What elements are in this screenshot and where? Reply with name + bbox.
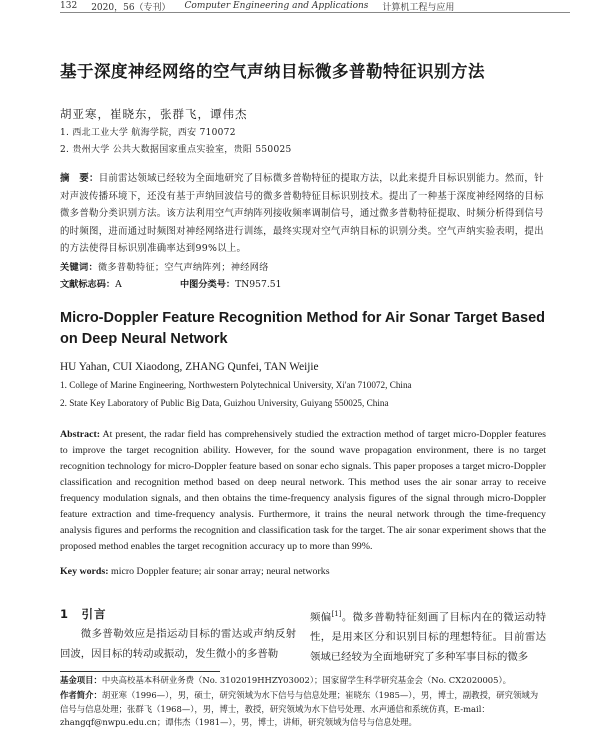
class-code: TN957.51 bbox=[235, 279, 282, 290]
paper-title-zh: 基于深度神经网络的空气声纳目标微多普勒特征识别方法 bbox=[60, 62, 485, 81]
abstract-zh bbox=[60, 170, 546, 258]
footnote-rule bbox=[60, 671, 220, 672]
abstract-zh-text: 目前雷达领域已经较为全面地研究了目标微多普勒特征的提取方法，以此来提升目标识别能力。然而，针对声波传播环境下，还没有基于声纳回波信号的微多普勒特征目标识别技术。提出了一种基于深度神经网络的目标微多普勒分类识别方法。该方法利用空气声纳阵列接收频率调制信号，通过微多普勒特征提取、时频分析得到信号的时频图，进而通过时频图对神经网络进行训练，最终实现对空气声纳目标的识别分类。空气声纳实验表明，提出的方法使得目标识别准确率达到99%以上。 bbox=[60, 173, 544, 255]
paper-title-en: Micro-Doppler Feature Recognition Method for Air Sonar Target Based on Deep Neural Network bbox=[60, 310, 545, 347]
running-header bbox=[60, 0, 570, 13]
author-bio-text: 胡亚寒（1996—），男，硕士，研究领域为水下信号与信息处理；崔晓东（1985—），男，博士，副教授，研究领域为信号与信息处理；张群飞（1968—），男，博士，教授，研究领域为水下信号处理、水声通信和系统仿真，E-mail：zhangqf@nwpu.edu.cn；谭伟杰（1981—），男，博士，讲师，研究领域为信号与信息处理。 bbox=[60, 690, 539, 727]
keywords-en-label: Key words: bbox=[60, 566, 109, 577]
page-number: 132 bbox=[60, 1, 78, 11]
author-list-zh: 胡亚寒，崔晓东，张群飞，谭伟杰 bbox=[60, 107, 248, 121]
keywords-zh-text: 微多普勒特征；空气声纳阵列；神经网络 bbox=[97, 262, 269, 273]
intro-text-post: 。微多普勒特征刻画了目标内在的微运动特性，是用来区分和识别目标的理想特征。目前雷达领域已经较为全面地研究了多种军事目标的微多 bbox=[310, 611, 546, 664]
section-heading: 1 引言 bbox=[60, 607, 107, 621]
affiliation-zh-2: 2. 贵州大学 公共大数据国家重点实验室，贵阳 550025 bbox=[60, 145, 292, 155]
keywords-zh-label: 关键词： bbox=[60, 262, 98, 273]
intro-paragraph-start: 微多普勒效应是指运动目标的雷达或声纳反射回波，因目标的转动或振动，发生微小的多普勒 bbox=[60, 628, 296, 660]
abstract-zh-label: 摘 要： bbox=[60, 173, 99, 184]
affiliation-en-1: 1. College of Marine Engineering, Northwestern Polytechnical University, Xi'an 710072, China bbox=[60, 380, 412, 390]
section-introduction bbox=[60, 604, 546, 667]
author-list-en: HU Yahan, CUI Xiaodong, ZHANG Qunfei, TAN Weijie bbox=[60, 361, 319, 373]
affiliation-en-2: 2. State Key Laboratory of Public Big Data, Guizhou University, Guiyang 550025, China bbox=[60, 398, 389, 408]
journal-title-zh: 计算机工程与应用 bbox=[382, 2, 455, 13]
funding-label: 基金项目： bbox=[60, 675, 102, 685]
abstract-en bbox=[60, 427, 546, 555]
journal-title-en: Computer Engineering and Applications bbox=[184, 1, 369, 11]
funding-note bbox=[60, 674, 546, 688]
abstract-en-label: Abstract: bbox=[60, 429, 101, 440]
funding-text: 中央高校基本科研业务费（No. 3102019HHZY03002）；国家留学生科学研究基金会（No. CX2020005）。 bbox=[101, 675, 512, 685]
doc-code-label: 文献标志码： bbox=[60, 279, 116, 290]
intro-text-pre: 频偏 bbox=[310, 611, 332, 624]
keywords-en bbox=[60, 566, 546, 577]
citation-ref[interactable]: [1] bbox=[331, 610, 342, 618]
doc-code: A bbox=[115, 279, 122, 290]
journal-issue: 2020，56（专刊） bbox=[91, 2, 171, 13]
keywords-zh bbox=[60, 259, 269, 273]
author-bio-label: 作者简介： bbox=[60, 690, 102, 700]
column-right bbox=[310, 604, 546, 667]
column-left bbox=[60, 604, 296, 667]
class-code-label: 中图分类号： bbox=[180, 279, 236, 290]
abstract-en-text: At present, the radar field has comprehensively studied the extraction method of target micro-Doppler features to improve the target recognition ability. However, for the sound wave propagation environment, there is no target recognition technology for micro-Doppler feature based on sonar echo signals. This paper proposes a target micro-Doppler classification and recognition method based on deep neural network. This method uses the air sonar array to receive frequency modulation signals, and then obtains the time-frequency analysis figures of the signal through micro-Doppler feature extraction and time-frequency analysis. Furthermore, it trains the neural network through the time-frequency analysis figures and performs the recognition and classification task for the target. The air sonar experiment shows that the proposed method enables the target recognition accuracy up to more than 99%. bbox=[60, 429, 546, 552]
classification-zh bbox=[60, 276, 546, 290]
keywords-en-text: micro Doppler feature; air sonar array; neural networks bbox=[111, 566, 330, 577]
author-bio-note bbox=[60, 689, 546, 730]
affiliation-zh-1: 1. 西北工业大学 航海学院，西安 710072 bbox=[60, 128, 236, 138]
